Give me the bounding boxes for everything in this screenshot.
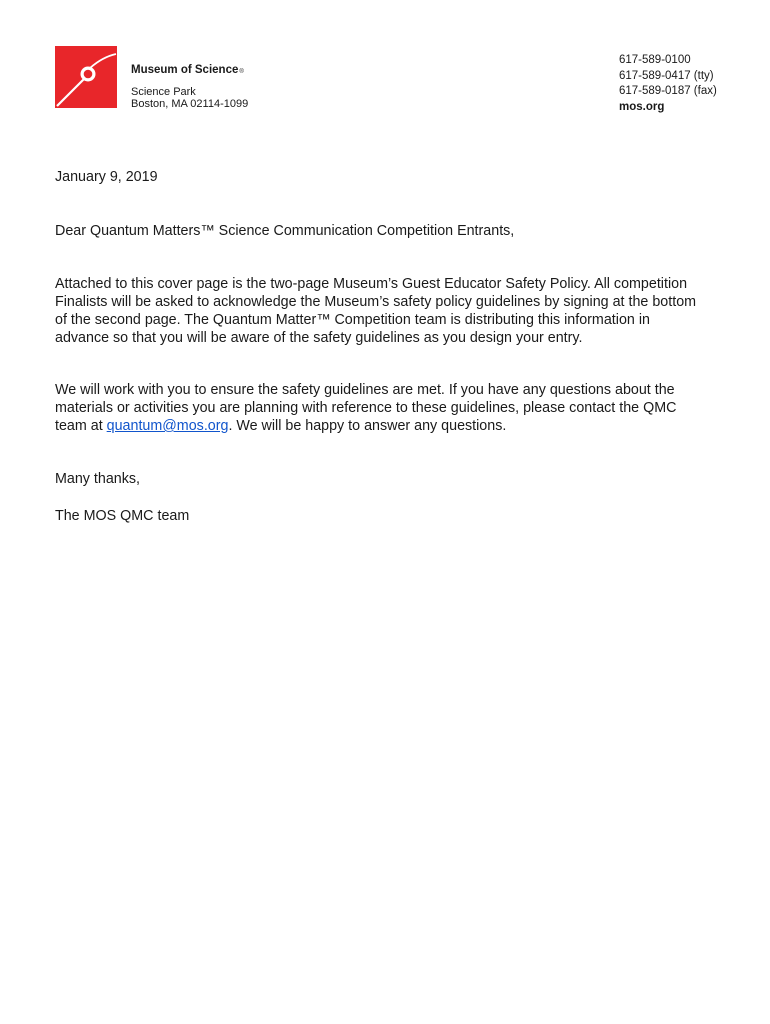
address-line-2: Boston, MA 02114-1099 (131, 98, 249, 110)
paragraph-2-lead: We will work with you to ensure the safety guidelines are met. If you have any questions about the materials or activities you are planning with reference to these guidelines, please contact the QMC team at (55, 382, 677, 434)
closing: Many thanks, (55, 471, 141, 487)
website: mos.org (619, 101, 665, 114)
org-name-text: Museum of Science (131, 64, 239, 76)
paragraph-1-text: Attached to this cover page is the two-page Museum’s Guest Educator Safety Policy. All competition Finalists will be asked to acknowledge the Museum’s safety policy guidelines by signing at the bottom of the second page. The Quantum Matter™ Competition team is distributing this information in advance so that you will be aware of the safety guidelines as you design your entry. (55, 276, 697, 346)
email-link[interactable]: quantum@mos.org (106, 418, 229, 434)
paragraph-2-tail: . We will be happy to answer any questions. (228, 418, 507, 434)
contact-block (619, 53, 717, 116)
phone-fax: 617-589-0187 (fax) (619, 85, 717, 98)
paragraph-1 (55, 275, 705, 347)
museum-of-science-logo (55, 46, 117, 108)
address-line-1: Science Park (131, 85, 196, 98)
registered-mark: ® (239, 69, 244, 75)
salutation: Dear Quantum Matters™ Science Communication Competition Entrants, (55, 223, 515, 239)
phone-tty: 617-589-0417 (tty) (619, 69, 714, 82)
logo-planet-core (84, 70, 93, 79)
phone-main: 617-589-0100 (619, 54, 691, 66)
paragraph-2-text (55, 381, 705, 435)
letter-date: January 9, 2019 (55, 169, 158, 185)
paragraph-2 (55, 381, 705, 435)
signature: The MOS QMC team (55, 508, 190, 524)
org-block (131, 64, 248, 111)
org-name (131, 64, 248, 79)
